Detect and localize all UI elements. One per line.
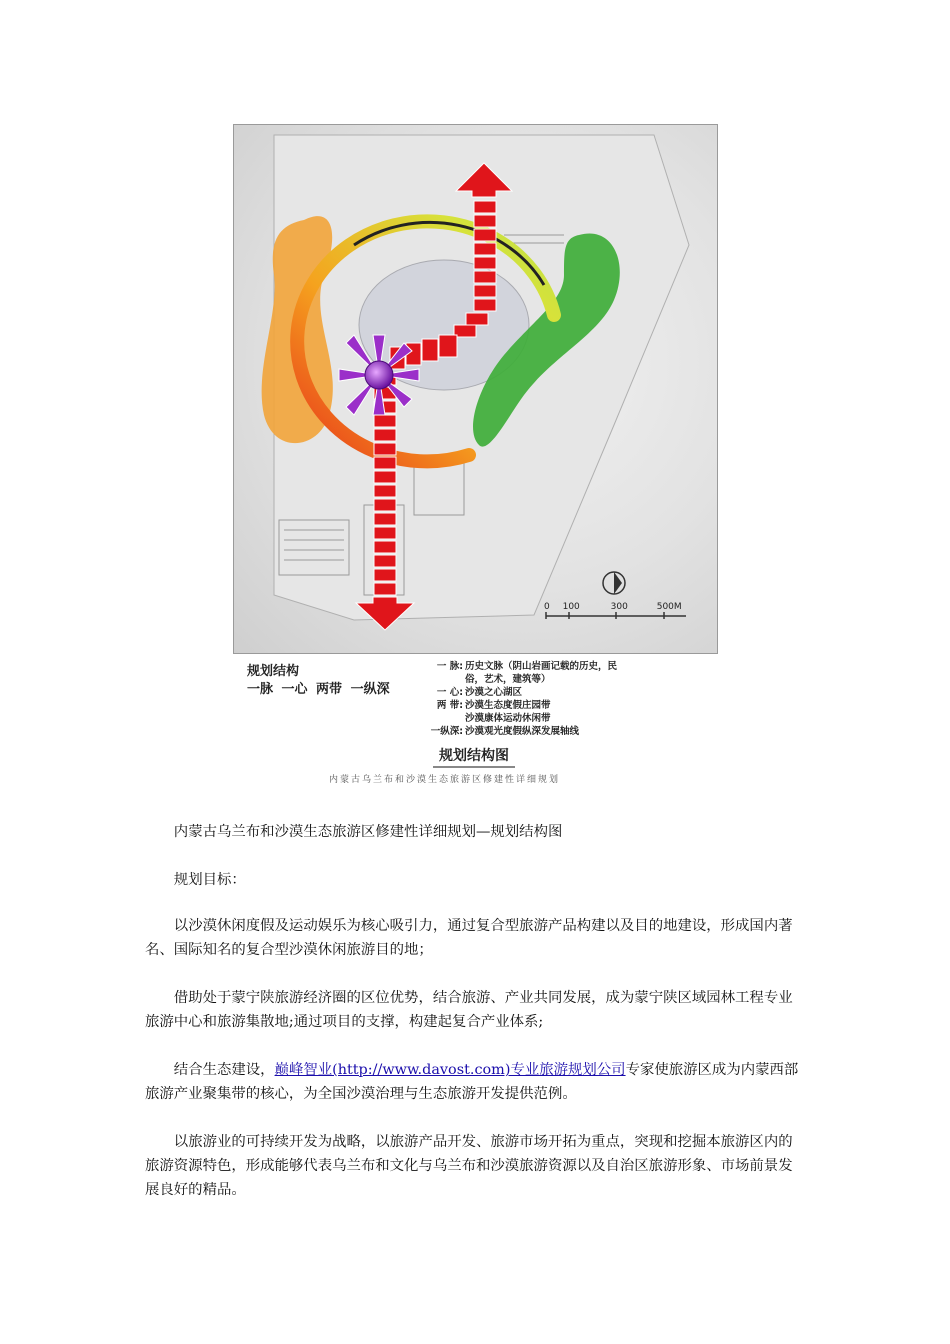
legend-title: 规划结构 xyxy=(247,664,300,679)
legend-item xyxy=(419,686,625,699)
planning-map xyxy=(233,124,718,654)
map-drawing xyxy=(234,125,719,655)
scale-bar xyxy=(546,612,686,619)
legend-key xyxy=(419,712,465,725)
legend-item xyxy=(419,699,625,712)
legend-items xyxy=(419,660,625,738)
goal-heading: 规划目标： xyxy=(173,872,246,888)
legend-item xyxy=(419,725,625,738)
legend-key: 一 心: xyxy=(436,687,463,698)
core-circle xyxy=(365,361,393,389)
legend-subtitle: 一脉 一心 两带 一纵深 xyxy=(247,682,390,697)
figure-caption: 内蒙古乌兰布和沙漠生态旅游区修建性详细规划—规划结构图 xyxy=(173,824,563,840)
paragraph-2: 借助处于蒙宁陕旅游经济圈的区位优势，结合旅游、产业共同发展，成为蒙宁陕区域园林工程专业旅游中心和旅游集散地;通过项目的支撑，构建起复合产业体系; xyxy=(145,990,793,1030)
scale-500m: 500M xyxy=(656,602,682,612)
paragraph-3-end: 专家使旅游区成为内蒙西部旅游产业聚集带的核心，为全国沙漠治理与生态旅游开发提供范例。 xyxy=(145,1062,799,1102)
legend-value: 历史文脉（阴山岩画记载的历史，民俗，艺术，建筑等） xyxy=(465,661,618,685)
figure-cut-off-title: 内蒙古乌兰布和沙漠生态旅游区修建性详细规划 xyxy=(329,775,561,785)
legend-key: 两 带: xyxy=(436,700,463,711)
legend-value: 沙漠观光度假纵深发展轴线 xyxy=(465,726,580,737)
scale-100: 100 xyxy=(562,602,580,612)
paragraph-3 xyxy=(145,1058,805,1106)
figure-legend xyxy=(233,654,718,785)
scale-0: 0 xyxy=(544,602,550,612)
scale-300: 300 xyxy=(610,602,628,612)
legend-item xyxy=(419,660,625,686)
legend-key: 一 脉: xyxy=(436,661,463,672)
legend-value: 沙漠康体运动休闲带 xyxy=(465,713,551,724)
figure-label: 规划结构图 xyxy=(433,744,515,768)
davost-link[interactable]: 巅峰智业(http://www.davost.com)专业旅游规划公司 xyxy=(274,1062,626,1078)
legend-value: 沙漠之心湖区 xyxy=(465,687,523,698)
scale-labels xyxy=(544,602,682,612)
paragraph-3-start: 结合生态建设， xyxy=(173,1062,275,1078)
legend-item xyxy=(419,712,625,725)
planning-structure-figure xyxy=(233,124,718,785)
legend-key: 一纵深: xyxy=(430,726,463,737)
paragraph-4: 以旅游业的可持续开发为战略，以旅游产品开发、旅游市场开拓为重点，突现和挖掘本旅游区内的旅游资源特色，形成能够代表乌兰布和文化与乌兰布和沙漠旅游资源以及自治区旅游形象、市场前景发展良好的精品。 xyxy=(145,1134,793,1198)
legend-value: 沙漠生态度假庄园带 xyxy=(465,700,551,711)
paragraph-1: 以沙漠休闲度假及运动娱乐为核心吸引力，通过复合型旅游产品构建以及目的地建设，形成国内著名、国际知名的复合型沙漠休闲旅游目的地； xyxy=(145,918,793,958)
